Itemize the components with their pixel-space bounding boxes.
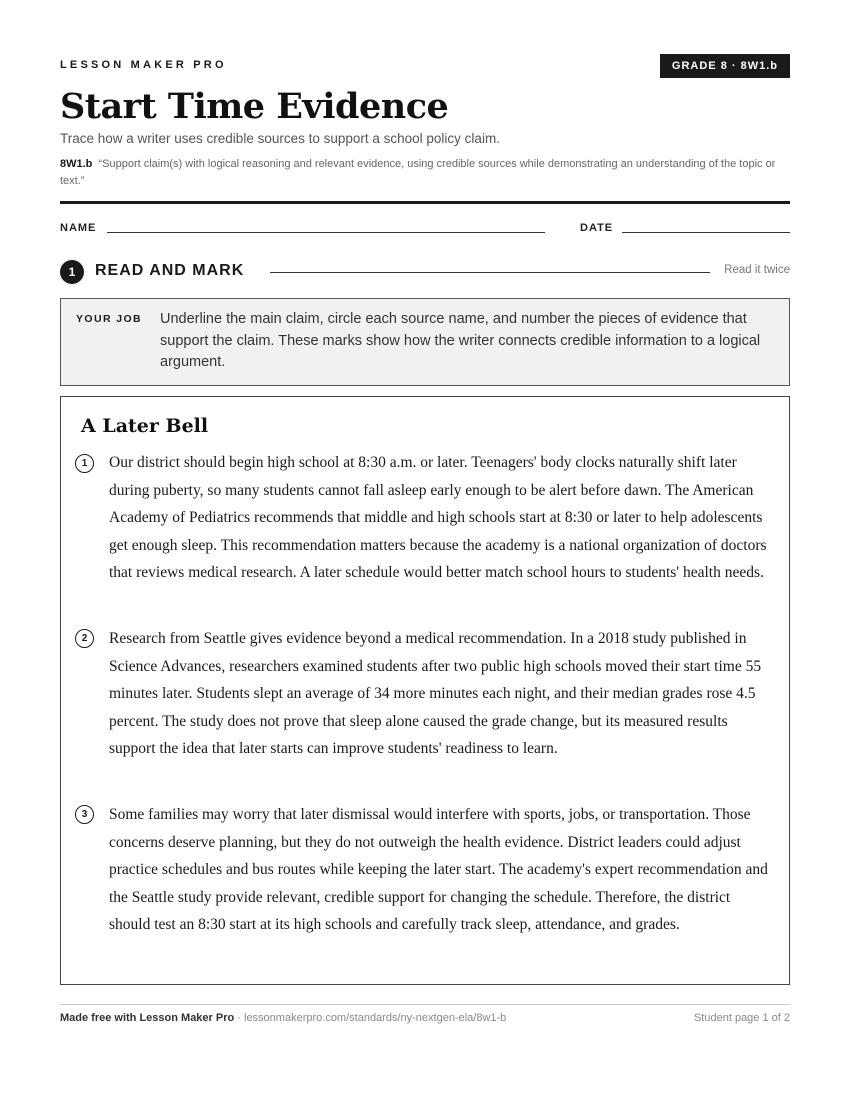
page-title: Start Time Evidence [60, 86, 449, 127]
footer-divider [60, 1004, 790, 1005]
date-label: DATE [580, 222, 614, 234]
section-rule [270, 272, 710, 273]
standard-text: “Support claim(s) with logical reasoning and relevant evidence, using credible sources while demonstrating an understanding of the topic or text.” [60, 158, 776, 187]
section-number-badge: 1 [60, 260, 84, 284]
standard-description [60, 156, 790, 190]
section-note: Read it twice [724, 264, 790, 276]
footer-credit [60, 1012, 506, 1024]
section-read-and-mark [60, 260, 790, 284]
your-job-text: Underline the main claim, circle each source name, and number the pieces of evidence that support the claim. These marks show how the writer connects credible information to a logical argument. [160, 311, 761, 370]
grade-badge: GRADE 8 · 8W1.b [660, 54, 790, 78]
name-label: NAME [60, 222, 97, 234]
footer-made-with: Made free with Lesson Maker Pro [60, 1012, 235, 1024]
page-subtitle: Trace how a writer uses credible sources to support a school policy claim. [60, 131, 500, 146]
section-title: READ AND MARK [95, 262, 245, 279]
paragraph-1: Our district should begin high school at 8:30 a.m. or later. Teenagers' body clocks naturally shift later during puberty, so many students cannot fall asleep early enough to be alert before dawn. The American Academy of Pediatrics recommends that middle and high schools start at 8:30 or later to help adolescents get enough sleep. This recommendation matters because the academy is a national organization of doctors that reviews medical research. A later schedule would better match school hours to students' health needs. [109, 454, 767, 582]
name-field-line[interactable] [107, 232, 545, 233]
footer-url[interactable]: lessonmakerpro.com/standards/ny-nextgen-ela/8w1-b [244, 1012, 507, 1024]
brand-name: LESSON MAKER PRO [60, 59, 227, 71]
name-date-row [60, 222, 790, 236]
standard-code: 8W1.b [60, 158, 93, 170]
passage-title: A Later Bell [81, 415, 209, 437]
your-job-box [60, 298, 790, 386]
passage-box [60, 396, 790, 985]
paragraph-number-1: 1 [75, 454, 94, 473]
header-divider [60, 201, 790, 204]
paragraph-3: Some families may worry that later dismissal would interfere with sports, jobs, or transportation. Those concerns deserve planning, but they do not outweigh the health evidence. District leaders could adjust practice schedules and bus routes while keeping the later start. The academy's expert recommendation and the Seattle study provide relevant, credible support for changing the schedule. Therefore, the district should test an 8:30 start at its high schools and carefully track sleep, attendance, and grades. [109, 806, 768, 934]
paragraph-number-3: 3 [75, 805, 94, 824]
date-field-line[interactable] [622, 232, 790, 233]
footer-separator: · [234, 1012, 244, 1024]
paragraph-2: Research from Seattle gives evidence beyond a medical recommendation. In a 2018 study published in Science Advances, researchers examined students after two public high schools moved their start time 55 minutes later. Students slept an average of 34 more minutes each night, and their median grades rose 4.5 percent. The study does not prove that sleep alone caused the grade change, but its measured results support the idea that later starts can improve students' readiness to learn. [109, 630, 762, 758]
your-job-label: YOUR JOB [76, 313, 143, 325]
paragraph-number-2: 2 [75, 629, 94, 648]
footer-page-number: Student page 1 of 2 [693, 1012, 790, 1024]
